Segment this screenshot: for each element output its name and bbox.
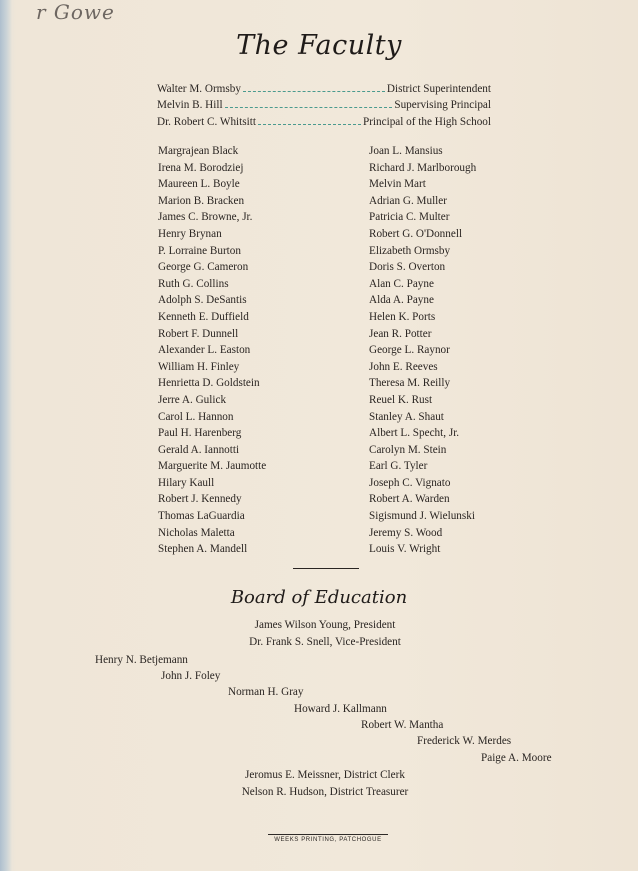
faculty-name: Hilary Kaull: [158, 476, 215, 489]
faculty-name: George G. Cameron: [158, 261, 249, 274]
faculty-name: James C. Browne, Jr.: [158, 211, 253, 224]
faculty-name: Gerald A. Iannotti: [158, 443, 240, 456]
board-member: Howard J. Kallmann: [294, 703, 387, 715]
faculty-list-right: [369, 143, 476, 558]
board-president: James Wilson Young, President: [254, 619, 396, 631]
board-member: Robert W. Mantha: [361, 719, 444, 731]
faculty-name: Earl G. Tyler: [369, 460, 428, 473]
board-vice-president: Dr. Frank S. Snell, Vice-President: [249, 636, 401, 648]
admin-row: [157, 83, 491, 95]
board-clerk: Jeromus E. Meissner, District Clerk: [245, 769, 405, 781]
faculty-name: Jeremy S. Wood: [369, 526, 443, 539]
admin-name: Walter M. Ormsby: [157, 83, 241, 95]
faculty-name: Reuel K. Rust: [369, 393, 433, 406]
page-edge-stain: [0, 0, 12, 871]
faculty-name: Elizabeth Ormsby: [369, 244, 451, 257]
faculty-name: Helen K. Ports: [369, 310, 436, 323]
faculty-name: Carol L. Hannon: [158, 410, 234, 423]
printer-credit: WEEKS PRINTING, PATCHOGUE: [268, 834, 388, 843]
faculty-name: Doris S. Overton: [369, 261, 446, 274]
faculty-name: Robert J. Kennedy: [158, 493, 242, 506]
faculty-name: Richard J. Marlborough: [369, 161, 477, 174]
faculty-name: Marguerite M. Jaumotte: [158, 460, 267, 473]
faculty-name: Stephen A. Mandell: [158, 543, 248, 556]
faculty-name: Carolyn M. Stein: [369, 443, 447, 456]
faculty-name: Jean R. Potter: [369, 327, 432, 340]
faculty-list-left: [158, 143, 266, 558]
faculty-name: Jerre A. Gulick: [158, 393, 227, 406]
faculty-name: Robert A. Warden: [369, 493, 450, 506]
handwritten-note: r Gowe: [36, 0, 115, 24]
dotted-leader: [258, 124, 361, 125]
faculty-title: The Faculty: [236, 30, 402, 61]
admin-name: Dr. Robert C. Whitsitt: [157, 116, 256, 128]
faculty-name: Adrian G. Muller: [369, 194, 447, 207]
faculty-name: Paul H. Harenberg: [158, 427, 242, 440]
board-member: John J. Foley: [161, 670, 221, 682]
faculty-name: Patricia C. Multer: [369, 211, 450, 224]
faculty-name: John E. Reeves: [369, 360, 438, 373]
faculty-name: Melvin Mart: [369, 178, 426, 191]
board-member: Frederick W. Merdes: [417, 735, 512, 747]
faculty-name: Henry Brynan: [158, 227, 222, 240]
faculty-name: Sigismund J. Wielunski: [369, 510, 475, 523]
faculty-name: Robert G. O'Donnell: [369, 227, 463, 240]
faculty-name: Henrietta D. Goldstein: [158, 377, 260, 390]
dotted-leader: [225, 107, 393, 108]
board-title: Board of Education: [230, 587, 408, 608]
faculty-name: Adolph S. DeSantis: [158, 294, 247, 307]
faculty-name: Joan L. Mansius: [369, 145, 443, 157]
faculty-name: Louis V. Wright: [369, 543, 441, 556]
faculty-name: Alan C. Payne: [369, 277, 434, 290]
board-member: Norman H. Gray: [228, 686, 304, 698]
board-member: Paige A. Moore: [481, 752, 552, 764]
faculty-name: Ruth G. Collins: [158, 277, 229, 290]
board-member: Henry N. Betjemann: [95, 654, 188, 666]
faculty-name: Thomas LaGuardia: [158, 510, 245, 523]
faculty-name: Joseph C. Vignato: [369, 476, 451, 489]
faculty-name: Nicholas Maletta: [158, 526, 235, 539]
dotted-leader: [243, 91, 385, 92]
admin-row: [157, 99, 491, 111]
faculty-name: Albert L. Specht, Jr.: [369, 427, 460, 440]
faculty-name: Marion B. Bracken: [158, 194, 245, 207]
faculty-name: Irena M. Borodziej: [158, 161, 244, 174]
faculty-name: Alda A. Payne: [369, 294, 434, 307]
faculty-name: Margrajean Black: [158, 145, 239, 157]
faculty-name: George L. Raynor: [369, 344, 450, 357]
admin-role: District Superintendent: [386, 83, 491, 95]
faculty-name: William H. Finley: [158, 360, 240, 373]
faculty-name: Maureen L. Boyle: [158, 178, 240, 191]
faculty-name: Theresa M. Reilly: [369, 377, 451, 390]
faculty-name: P. Lorraine Burton: [158, 244, 241, 257]
faculty-name: Robert F. Dunnell: [158, 327, 239, 340]
faculty-name: Alexander L. Easton: [158, 344, 251, 357]
admin-name: Melvin B. Hill: [157, 99, 223, 111]
section-divider: [293, 568, 359, 569]
board-treasurer: Nelson R. Hudson, District Treasurer: [241, 786, 409, 798]
admin-row: [157, 116, 491, 128]
admin-role: Supervising Principal: [394, 99, 491, 111]
faculty-name: Kenneth E. Duffield: [158, 310, 249, 323]
faculty-name: Stanley A. Shaut: [369, 410, 444, 423]
admin-role: Principal of the High School: [362, 116, 491, 128]
